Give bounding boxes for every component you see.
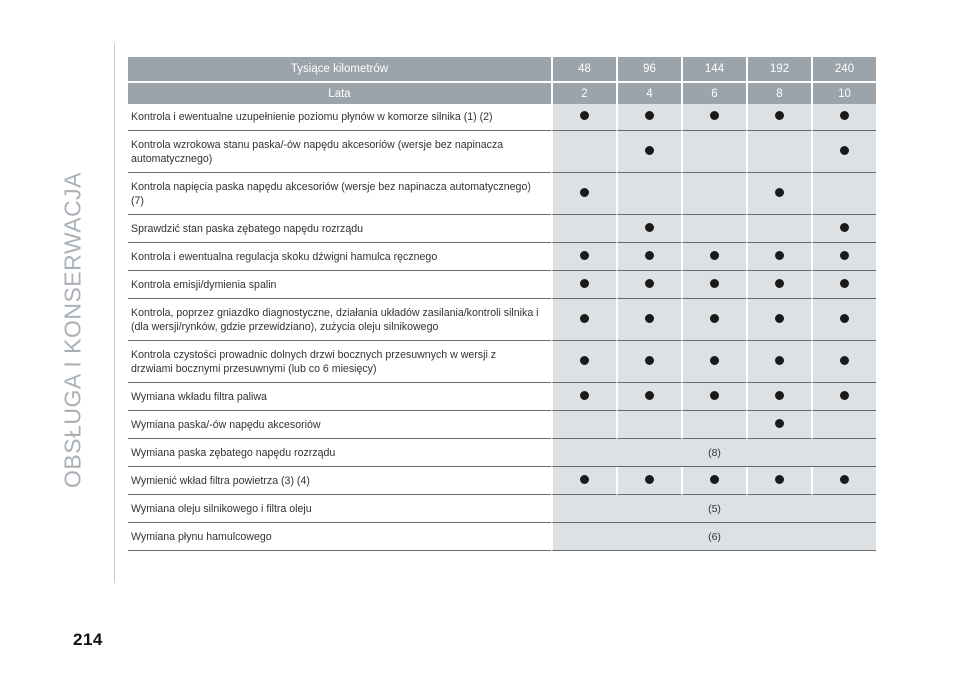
interval-cell	[811, 173, 876, 215]
interval-cell	[681, 467, 746, 495]
interval-cell	[551, 215, 616, 243]
check-dot-icon	[580, 279, 589, 288]
check-dot-icon	[710, 391, 719, 400]
check-dot-icon	[710, 475, 719, 484]
task-description: Kontrola, poprzez gniazdko diagnostyczne, działania układów zasilania/kontroli silnika i (dla wersji/rynków, gdzie przewidziano), zużycia oleju silnikowego	[128, 299, 551, 341]
km-value: 192	[746, 57, 811, 81]
task-description: Kontrola emisji/dymienia spalin	[128, 271, 551, 299]
task-description: Kontrola i ewentualne uzupełnienie poziomu płynów w komorze silnika (1) (2)	[128, 104, 551, 131]
interval-cell	[551, 271, 616, 299]
side-divider	[114, 43, 115, 583]
check-dot-icon	[840, 356, 849, 365]
interval-cell	[746, 131, 811, 173]
interval-cell	[681, 383, 746, 411]
check-dot-icon	[840, 111, 849, 120]
interval-note: (5)	[551, 495, 876, 523]
kilometers-label: Tysiące kilometrów	[128, 57, 551, 81]
check-dot-icon	[645, 146, 654, 155]
interval-cell	[811, 467, 876, 495]
task-description: Kontrola wzrokowa stanu paska/-ów napędu akcesoriów (wersje bez napinacza automatycznego)	[128, 131, 551, 173]
task-description: Wymienić wkład filtra powietrza (3) (4)	[128, 467, 551, 495]
check-dot-icon	[645, 356, 654, 365]
interval-cell	[746, 215, 811, 243]
check-dot-icon	[840, 146, 849, 155]
check-dot-icon	[710, 314, 719, 323]
interval-cell	[681, 411, 746, 439]
check-dot-icon	[645, 251, 654, 260]
interval-cell	[811, 341, 876, 383]
interval-cell	[551, 341, 616, 383]
check-dot-icon	[645, 314, 654, 323]
check-dot-icon	[775, 279, 784, 288]
interval-cell	[811, 411, 876, 439]
interval-cell	[551, 131, 616, 173]
task-description: Wymiana paska/-ów napędu akcesoriów	[128, 411, 551, 439]
interval-cell	[811, 271, 876, 299]
interval-cell	[616, 131, 681, 173]
task-description: Kontrola i ewentualna regulacja skoku dźwigni hamulca ręcznego	[128, 243, 551, 271]
check-dot-icon	[775, 188, 784, 197]
interval-cell	[616, 173, 681, 215]
interval-cell	[681, 215, 746, 243]
task-description: Wymiana paska zębatego napędu rozrządu	[128, 439, 551, 467]
table-row	[128, 104, 876, 131]
interval-cell	[746, 341, 811, 383]
interval-cell	[681, 243, 746, 271]
header-row-years	[128, 81, 876, 104]
interval-cell	[681, 271, 746, 299]
interval-cell	[746, 299, 811, 341]
interval-cell	[616, 215, 681, 243]
check-dot-icon	[580, 475, 589, 484]
interval-cell	[551, 104, 616, 131]
table-row	[128, 495, 876, 523]
interval-cell	[616, 383, 681, 411]
schedule-body	[128, 57, 876, 551]
interval-cell	[616, 243, 681, 271]
interval-cell	[551, 173, 616, 215]
year-value: 8	[746, 81, 811, 104]
interval-cell	[811, 215, 876, 243]
table-row	[128, 411, 876, 439]
task-description: Wymiana wkładu filtra paliwa	[128, 383, 551, 411]
interval-cell	[616, 104, 681, 131]
interval-note: (6)	[551, 523, 876, 551]
interval-cell	[746, 383, 811, 411]
year-value: 2	[551, 81, 616, 104]
interval-cell	[551, 411, 616, 439]
header-row-kilometers	[128, 57, 876, 81]
check-dot-icon	[710, 356, 719, 365]
check-dot-icon	[840, 391, 849, 400]
check-dot-icon	[580, 251, 589, 260]
check-dot-icon	[775, 314, 784, 323]
km-value: 144	[681, 57, 746, 81]
interval-note: (8)	[551, 439, 876, 467]
task-description: Sprawdzić stan paska zębatego napędu rozrządu	[128, 215, 551, 243]
check-dot-icon	[710, 111, 719, 120]
interval-cell	[746, 411, 811, 439]
check-dot-icon	[645, 391, 654, 400]
check-dot-icon	[580, 188, 589, 197]
check-dot-icon	[840, 251, 849, 260]
check-dot-icon	[840, 279, 849, 288]
table-row	[128, 131, 876, 173]
table-row	[128, 467, 876, 495]
interval-cell	[616, 467, 681, 495]
check-dot-icon	[645, 111, 654, 120]
task-description: Kontrola czystości prowadnic dolnych drzwi bocznych przesuwnych w wersji z drzwiami bocznymi przesuwnymi (lub co 6 miesięcy)	[128, 341, 551, 383]
interval-cell	[811, 131, 876, 173]
check-dot-icon	[775, 475, 784, 484]
interval-cell	[746, 173, 811, 215]
interval-cell	[681, 104, 746, 131]
km-value: 96	[616, 57, 681, 81]
table-row	[128, 243, 876, 271]
interval-cell	[616, 341, 681, 383]
check-dot-icon	[580, 111, 589, 120]
interval-cell	[811, 104, 876, 131]
interval-cell	[746, 271, 811, 299]
section-title-text: OBSŁUGA I KONSERWACJA	[59, 172, 86, 488]
check-dot-icon	[580, 391, 589, 400]
year-value: 6	[681, 81, 746, 104]
year-value: 4	[616, 81, 681, 104]
check-dot-icon	[775, 111, 784, 120]
check-dot-icon	[775, 356, 784, 365]
table-row	[128, 271, 876, 299]
check-dot-icon	[645, 279, 654, 288]
table-row	[128, 215, 876, 243]
task-description: Wymiana oleju silnikowego i filtra oleju	[128, 495, 551, 523]
page-number: 214	[73, 630, 103, 649]
check-dot-icon	[580, 356, 589, 365]
table-row	[128, 299, 876, 341]
check-dot-icon	[775, 419, 784, 428]
interval-cell	[681, 131, 746, 173]
km-value: 48	[551, 57, 616, 81]
check-dot-icon	[775, 251, 784, 260]
check-dot-icon	[840, 223, 849, 232]
interval-cell	[681, 299, 746, 341]
interval-cell	[551, 299, 616, 341]
interval-cell	[681, 173, 746, 215]
years-label: Lata	[128, 81, 551, 104]
table-row	[128, 439, 876, 467]
check-dot-icon	[775, 391, 784, 400]
table-row	[128, 523, 876, 551]
interval-cell	[616, 411, 681, 439]
table-row	[128, 173, 876, 215]
table-row	[128, 383, 876, 411]
check-dot-icon	[710, 251, 719, 260]
interval-cell	[551, 383, 616, 411]
task-description: Wymiana płynu hamulcowego	[128, 523, 551, 551]
km-value: 240	[811, 57, 876, 81]
interval-cell	[746, 104, 811, 131]
maintenance-schedule-table	[128, 57, 876, 551]
interval-cell	[551, 243, 616, 271]
interval-cell	[681, 341, 746, 383]
year-value: 10	[811, 81, 876, 104]
interval-cell	[746, 243, 811, 271]
interval-cell	[811, 243, 876, 271]
table-row	[128, 341, 876, 383]
check-dot-icon	[710, 279, 719, 288]
interval-cell	[811, 299, 876, 341]
interval-cell	[746, 467, 811, 495]
interval-cell	[616, 299, 681, 341]
interval-cell	[811, 383, 876, 411]
check-dot-icon	[580, 314, 589, 323]
check-dot-icon	[645, 223, 654, 232]
task-description: Kontrola napięcia paska napędu akcesoriów (wersje bez napinacza automatycznego) (7)	[128, 173, 551, 215]
check-dot-icon	[840, 475, 849, 484]
interval-cell	[616, 271, 681, 299]
check-dot-icon	[645, 475, 654, 484]
interval-cell	[551, 467, 616, 495]
check-dot-icon	[840, 314, 849, 323]
